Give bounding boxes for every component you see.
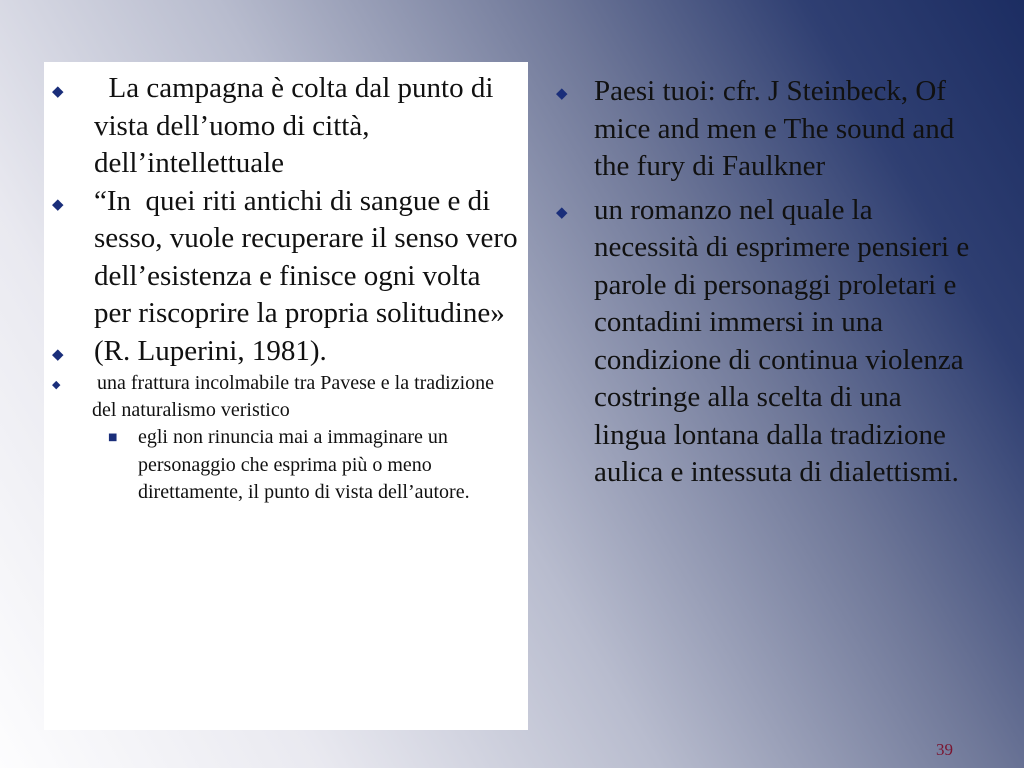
bullet-text: un romanzo nel quale la necessità di esprimere pensieri e parole di personaggi proletari e contadini immersi in una condizione di continua violenza costringe alla scelta di una lingua lontana dalla tradizione aulica e intessuta di dialettismi. [594, 193, 970, 488]
diamond-bullet-icon: ◆ [52, 194, 64, 213]
bullet-item [52, 183, 525, 333]
bullet-text: (R. Luperini, 1981). [94, 334, 327, 367]
sub-bullet-text: egli non rinuncia mai a immaginare un personaggio che esprima più o meno direttamente, il punto di vista dell’autore. [138, 426, 470, 503]
bullet-item [556, 192, 976, 492]
diamond-bullet-icon: ◆ [556, 84, 568, 102]
bullet-item [52, 70, 518, 183]
diamond-bullet-icon: ◆ [52, 344, 64, 363]
bullet-text: Paesi tuoi: cfr. J Steinbeck, Of mice and men e The sound and the fury di Faulkner [594, 75, 962, 182]
bullet-text: “In quei riti antichi di sangue e di sesso, vuole recuperare il senso vero dell’esistenza e finisce ogni volta per riscoprire la propria solitudine» [94, 184, 525, 329]
left-bullet-list [52, 70, 525, 507]
diamond-bullet-icon: ◆ [52, 82, 64, 100]
bullet-item [556, 73, 976, 186]
bullet-item [52, 333, 518, 371]
diamond-bullet-icon: ◆ [556, 202, 568, 221]
page-number: 39 [936, 740, 953, 759]
bullet-item [52, 370, 518, 424]
diamond-bullet-icon: ◆ [52, 378, 61, 391]
square-bullet-icon: ■ [108, 432, 118, 443]
sub-bullet-item [52, 424, 518, 507]
bullet-text: una frattura incolmabile tra Pavese e la tradizione del naturalismo veristico [92, 372, 500, 421]
right-bullet-list [556, 73, 976, 498]
bullet-text: La campagna è colta dal punto di vista dell’uomo di città, dell’intellettuale [94, 72, 501, 179]
